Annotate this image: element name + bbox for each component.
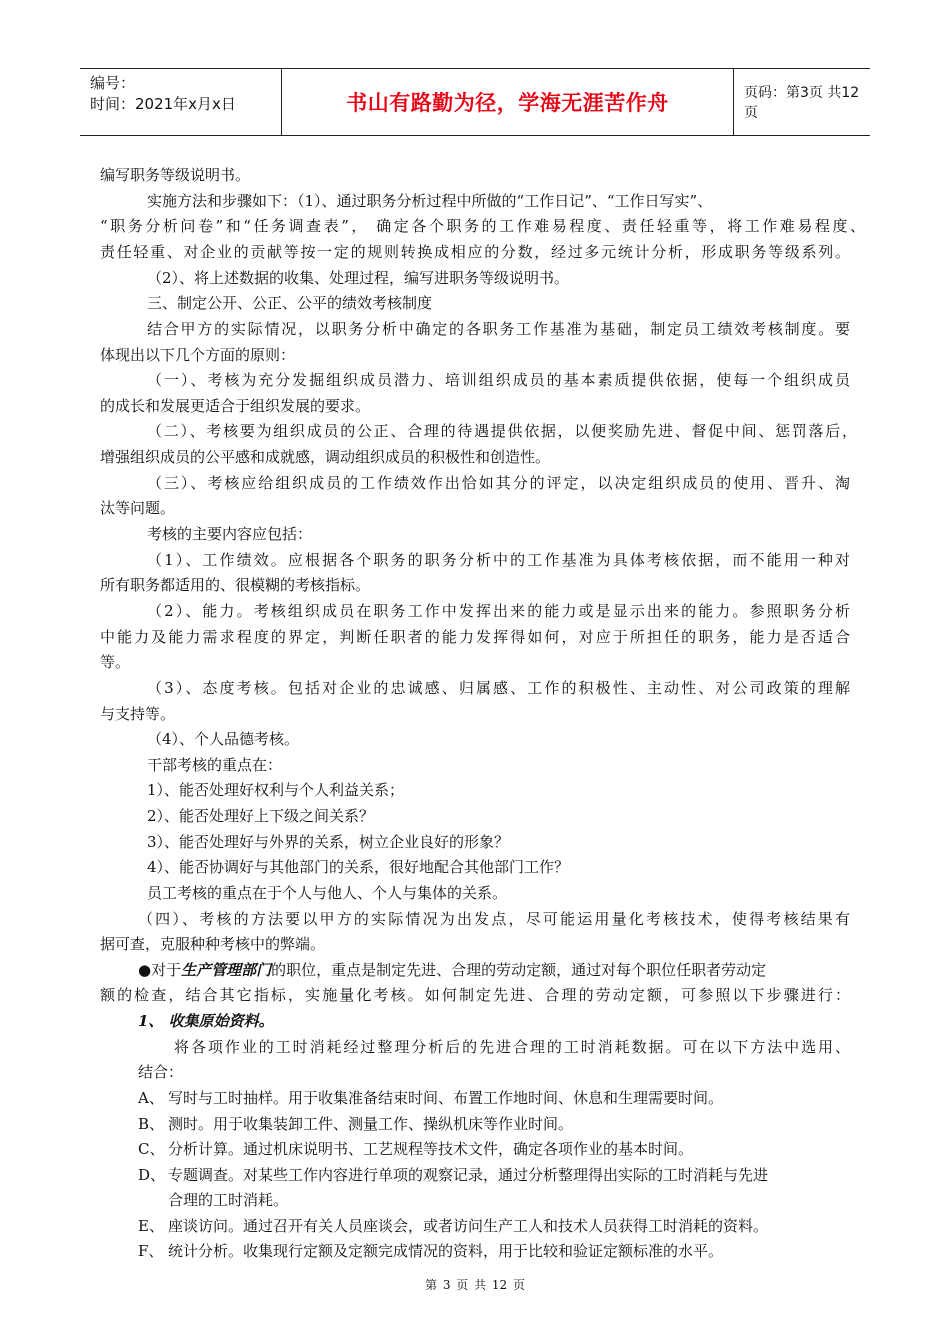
text-line: 责任轻重、对企业的贡献等按一定的规则转换成相应的分数，经过多元统计分析，形成职务等级系列。 [100, 243, 850, 261]
text-line: （3）、态度考核。包括对企业的忠诚感、归属感、工作的积极性、主动性、对公司政策的理解 [147, 679, 850, 697]
step-heading: 1、 收集原始资料。 [138, 1012, 274, 1030]
page-header [80, 68, 870, 136]
text-line: 中能力及能力需求程度的界定，判断任职者的能力发挥得如何，对应于所担任的职务，能力是否适合 [100, 628, 850, 646]
text-line: 据可查，克服种种考核中的弊端。 [100, 935, 326, 953]
text-line: 汰等问题。 [100, 499, 176, 517]
text-line: “职务分析问卷”和“任务调查表”， 确定各个职务的工作难易程度、责任轻重等，将工作难易程度、 [100, 217, 865, 235]
text-line: 等。 [100, 653, 131, 671]
method-item [138, 1088, 723, 1108]
method-text: 统计分析。收集现行定额及定额完成情况的资料，用于比较和验证定额标准的水平。 [168, 1242, 724, 1260]
method-letter: C、 [138, 1140, 165, 1158]
page-footer: 第 3 页 共 12 页 [425, 1278, 525, 1292]
method-item [138, 1216, 768, 1236]
text-line: （二）、考核要为组织成员的公正、合理的待遇提供依据，以便奖励先进、督促中间、惩罚落后， [147, 422, 857, 440]
text-line: 增强组织成员的公平感和成就感，调动组织成员的积极性和创造性。 [100, 448, 551, 466]
text-line: （2）、能力。考核组织成员在职务工作中发挥出来的能力或是显示出来的能力。参照职务分析 [147, 602, 850, 620]
text-line: 与支持等。 [100, 705, 176, 723]
list-item: 1）、能否处理好权利与个人利益关系； [147, 781, 405, 799]
method-item [138, 1241, 723, 1261]
method-text: 写时与工时抽样。用于收集准备结束时间、布置工作地时间、休息和生理需要时间。 [168, 1089, 724, 1107]
text-line: 结合： [138, 1063, 184, 1081]
text-line: 实施方法和步骤如下：（1）、通过职务分析过程中所做的“工作日记”、“工作日写实”、 [147, 192, 713, 210]
text-line: 编写职务等级说明书。 [100, 166, 251, 184]
header-page-label: 页码：第3页 共12页 [744, 85, 860, 121]
production-rest: 的职位，重点是制定先进、合理的劳动定额，通过对每个职位任职者劳动定 [271, 961, 767, 979]
method-letter: F、 [138, 1242, 164, 1260]
method-item [138, 1114, 573, 1134]
text-line: 的成长和发展更适合于组织发展的要求。 [100, 397, 371, 415]
method-text: 测时。用于收集装卸工件、测量工作、操纵机床等作业时间。 [168, 1115, 574, 1133]
production-intro-line [138, 960, 766, 980]
header-info-cell [80, 69, 282, 135]
method-item [138, 1139, 693, 1159]
production-dept: 生产管理部门 [181, 961, 272, 979]
method-letter: B、 [138, 1115, 165, 1133]
section-heading: 三、制定公开、公正、公平的绩效考核制度 [147, 294, 433, 312]
method-letter: A、 [138, 1089, 164, 1107]
method-text: 分析计算。通过机床说明书、工艺规程等技术文件，确定各项作业的基本时间。 [168, 1140, 694, 1158]
method-text-continued: 合理的工时消耗。 [168, 1191, 289, 1209]
method-item [138, 1165, 768, 1185]
method-text: 专题调查。对某些工作内容进行单项的观察记录，通过分析整理得出实际的工时消耗与先进 [168, 1166, 769, 1184]
text-line: 体现出以下几个方面的原则： [100, 346, 296, 364]
date-label: 时间：2021年x月x日 [90, 95, 236, 113]
text-line: （一）、考核为充分发掘组织成员潜力、培训组织成员的基本素质提供依据，使每一个组织成员 [147, 371, 850, 389]
method-text: 座谈访问。通过召开有关人员座谈会，或者访问生产工人和技术人员获得工时消耗的资料。 [168, 1217, 769, 1235]
text-line: （四）、考核的方法要以甲方的实际情况为出发点，尽可能运用量化考核技术，使得考核结果有 [138, 910, 850, 928]
header-motto: 书山有路勤为径，学海无涯苦作舟 [282, 69, 734, 135]
text-line: （三）、考核应给组织成员的工作绩效作出恰如其分的评定，以决定组织成员的使用、晋升、淘 [147, 474, 850, 492]
text-line: （2）、将上述数据的收集、处理过程，编写进职务等级说明书。 [147, 269, 570, 287]
method-letter: D、 [138, 1166, 166, 1184]
text-line: 结合甲方的实际情况，以职务分析中确定的各职务工作基准为基础，制定员工绩效考核制度。要 [147, 320, 850, 338]
text-line: 额的检查，结合其它指标，实施量化考核。如何制定先进、合理的劳动定额，可参照以下步骤进行： [100, 986, 850, 1004]
text-line: 将各项作业的工时消耗经过整理分析后的先进合理的工时消耗数据。可在以下方法中选用、 [174, 1038, 850, 1056]
text-line: （1）、工作绩效。应根据各个职务的职务分析中的工作基准为具体考核依据，而不能用一种对 [147, 551, 850, 569]
method-letter: E、 [138, 1217, 164, 1235]
text-line: 考核的主要内容应包括： [147, 525, 313, 543]
list-item: 3）、能否处理好与外界的关系，树立企业良好的形象？ [147, 833, 510, 851]
text-line: 员工考核的重点在于个人与他人、个人与集体的关系。 [147, 884, 508, 902]
number-label: 编号： [90, 74, 136, 92]
text-line: 所有职务都适用的、很模糊的考核指标。 [100, 576, 371, 594]
list-item: 2）、能否处理好上下级之间关系？ [147, 807, 375, 825]
text-line: 干部考核的重点在： [147, 756, 283, 774]
list-item: 4）、能否协调好与其他部门的关系，很好地配合其他部门工作？ [147, 858, 570, 876]
bullet-prefix: ●对于 [138, 961, 182, 979]
text-line: （4）、个人品德考核。 [147, 730, 300, 748]
